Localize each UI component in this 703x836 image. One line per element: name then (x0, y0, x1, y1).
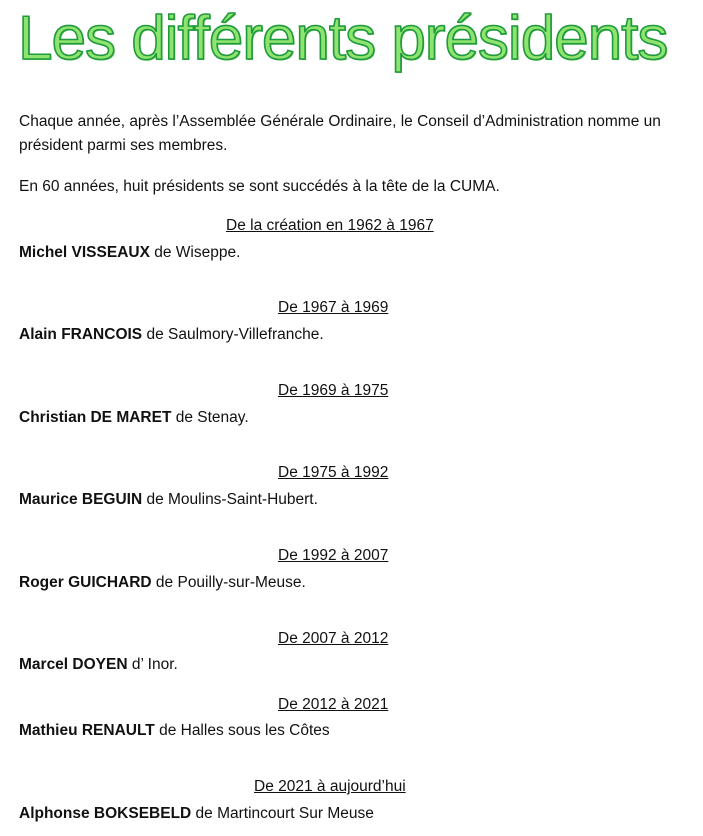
president-entry (19, 243, 240, 263)
president-name: Alphonse BOKSEBELD (19, 805, 192, 822)
period-heading: De 2012 à 2021 (278, 696, 389, 713)
period-heading: De 2007 à 2012 (278, 630, 389, 647)
president-origin: de Wiseppe. (149, 244, 241, 261)
president-entry (19, 490, 318, 510)
president-name: Maurice BEGUIN (19, 491, 143, 508)
president-origin: de Pouilly-sur-Meuse. (151, 574, 306, 591)
president-origin: de Saulmory-Villefranche. (142, 326, 324, 343)
president-entry (19, 655, 178, 675)
period-heading: De 1969 à 1975 (278, 382, 389, 399)
president-name: Christian DE MARET (19, 409, 172, 426)
period-heading: De 1992 à 2007 (278, 547, 389, 564)
president-name: Roger GUICHARD (19, 574, 152, 591)
president-origin: de Stenay. (171, 409, 249, 426)
president-origin: d’ Inor. (127, 656, 178, 673)
page-title: Les différents présidents (18, 4, 668, 73)
period-heading: De 1967 à 1969 (278, 299, 389, 316)
period-heading: De 2021 à aujourd’hui (254, 778, 406, 795)
president-name: Michel VISSEAUX (19, 244, 150, 261)
intro-paragraph-2: En 60 années, huit présidents se sont succédés à la tête de la CUMA. (19, 178, 500, 195)
president-name: Marcel DOYEN (19, 656, 128, 673)
president-entry (19, 408, 249, 428)
president-name: Alain FRANCOIS (19, 326, 143, 343)
president-entry (19, 325, 324, 345)
president-origin: de Martincourt Sur Meuse (191, 805, 374, 822)
president-origin: de Halles sous les Côtes (154, 722, 330, 739)
president-entry (19, 804, 374, 824)
president-entry (19, 721, 330, 741)
intro-paragraph-1: Chaque année, après l’Assemblée Générale Ordinaire, le Conseil d’Administration nomme un président parmi ses membres. (19, 113, 661, 154)
president-name: Mathieu RENAULT (19, 722, 155, 739)
period-heading: De 1975 à 1992 (278, 464, 389, 481)
president-entry (19, 573, 306, 593)
period-heading: De la création en 1962 à 1967 (226, 217, 434, 234)
president-origin: de Moulins-Saint-Hubert. (142, 491, 318, 508)
